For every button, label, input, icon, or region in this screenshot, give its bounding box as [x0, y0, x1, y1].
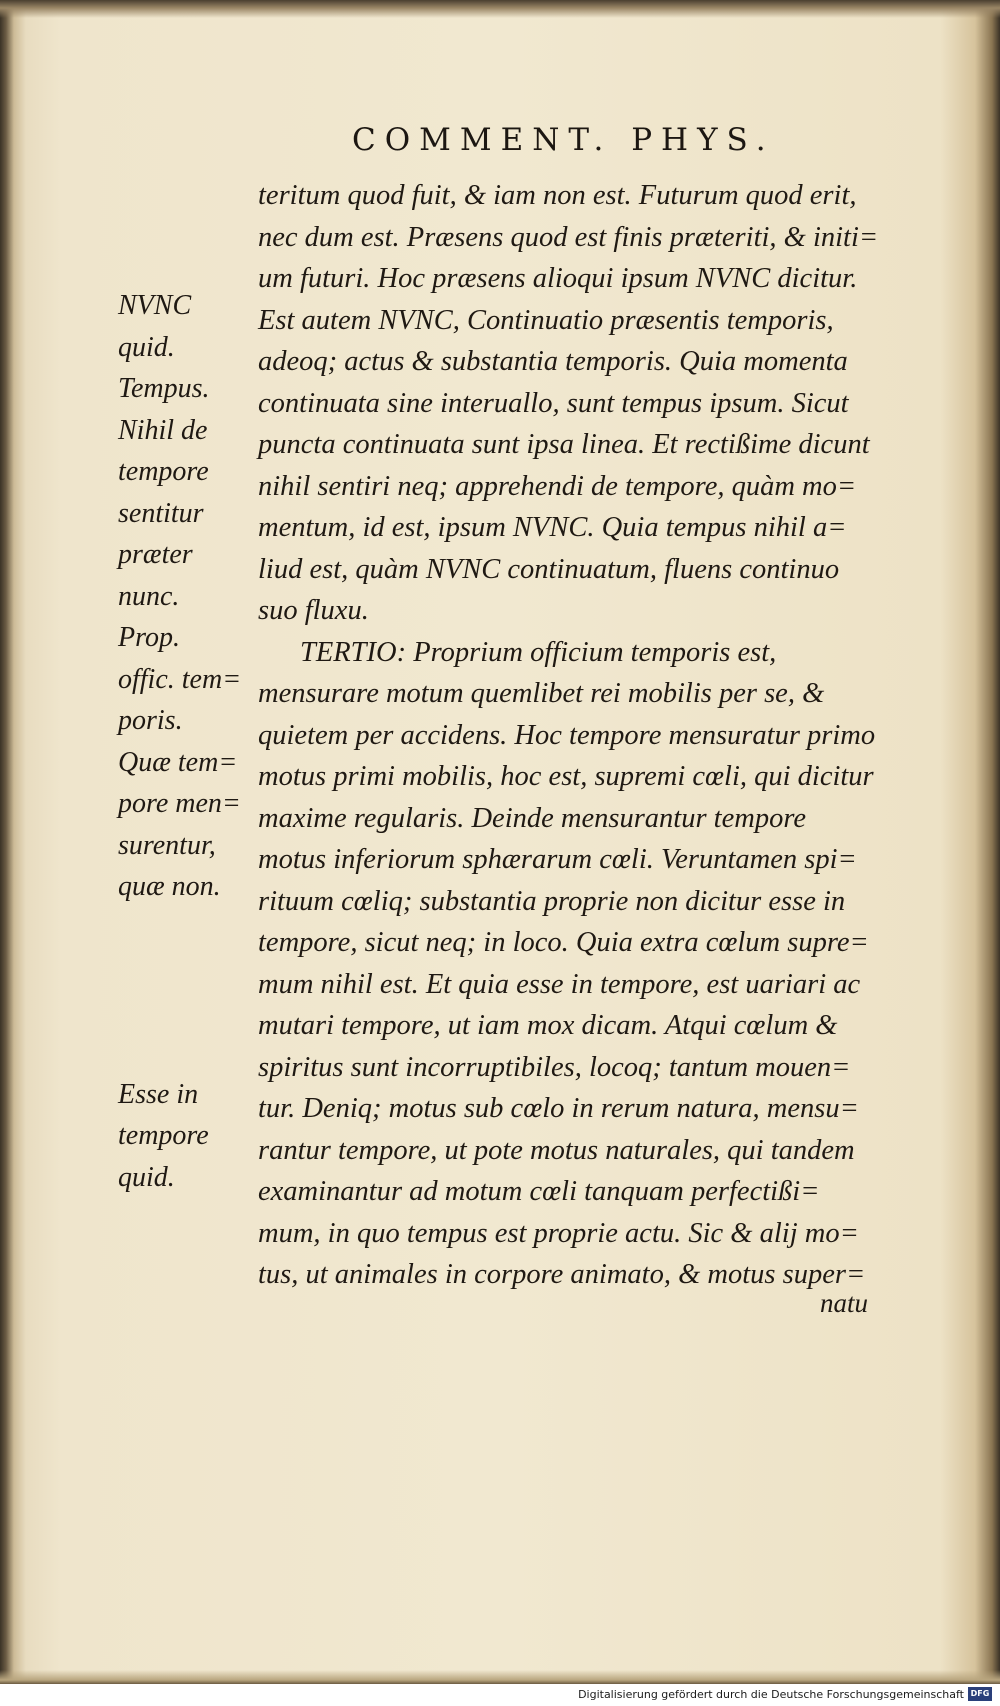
- margin-note: Prop.: [118, 622, 180, 653]
- margin-note: pore men=: [118, 788, 241, 819]
- text-line: um futuri. Hoc præsens alioqui ipsum NVNC dicitur.: [258, 263, 858, 294]
- text-line: liud est, quàm NVNC continuatum, fluens continuo: [258, 553, 840, 585]
- text-line: tempore, sicut neq; in loco. Quia extra cœlum supre=: [258, 927, 869, 958]
- margin-notes: [118, 285, 258, 1198]
- margin-note: offic. tem=: [118, 663, 242, 695]
- margin-note: Tempus.: [118, 373, 210, 404]
- running-head: COMMENT. PHYS.: [352, 122, 775, 158]
- footer-credit: Digitalisierung gefördert durch die Deutsche Forschungsgemeinschaft: [578, 1688, 964, 1701]
- text-line: tur. Deniq; motus sub cœlo in rerum natura, mensu=: [258, 1093, 859, 1124]
- text-line: continuata sine interuallo, sunt tempus ipsum. Sicut: [258, 387, 849, 419]
- margin-note: quid.: [118, 331, 175, 363]
- text-line: mentum, id est, ipsum NVNC. Quia tempus nihil a=: [258, 512, 847, 543]
- text-line: rituum cœliq; substantia proprie non dicitur esse in: [258, 885, 846, 917]
- text-line: maxime regularis. Deinde mensurantur tempore: [258, 802, 807, 834]
- main-text: [258, 175, 878, 1296]
- text-line: puncta continuata sunt ipsa linea. Et rectißime dicunt: [258, 429, 870, 460]
- margin-gap: [118, 908, 258, 1074]
- margin-note: quid.: [118, 1161, 175, 1193]
- text-line: adeoq; actus & substantia temporis. Quia momenta: [258, 346, 848, 377]
- margin-note: surentur,: [118, 829, 216, 861]
- text-line: nec dum est. Præsens quod est finis præteriti, & initi=: [258, 221, 879, 253]
- margin-note: Quæ tem=: [118, 746, 238, 778]
- page-bottom-edge: [0, 1670, 1000, 1684]
- text-line: quietem per accidens. Hoc tempore mensuratur primo: [258, 719, 876, 751]
- text-line: tus, ut animales in corpore animato, & motus super=: [258, 1259, 866, 1290]
- margin-note: Esse in: [118, 1078, 199, 1110]
- text-line: spiritus sunt incorruptibiles, locoq; tantum mouen=: [258, 1051, 851, 1083]
- text-line: TERTIO: Proprium officium temporis est,: [300, 636, 777, 668]
- text-line: mutari tempore, ut iam mox dicam. Atqui cœlum &: [258, 1010, 838, 1041]
- margin-note: Nihil de: [118, 414, 208, 446]
- text-line: motus inferiorum sphærarum cœli. Veruntamen spi=: [258, 844, 857, 875]
- text-line: nihil sentiri neq; apprehendi de tempore, quàm mo=: [258, 470, 857, 502]
- margin-note: nunc.: [118, 580, 180, 612]
- text-line: Est autem NVNC, Continuatio præsentis temporis,: [258, 304, 834, 336]
- text-line: examinantur ad motum cœli tanquam perfectißi=: [258, 1176, 820, 1207]
- margin-note: sentitur: [118, 497, 204, 529]
- text-line: mensurare motum quemlibet rei mobilis per se, &: [258, 678, 825, 709]
- text-line: motus primi mobilis, hoc est, supremi cœli, qui dicitur: [258, 761, 874, 792]
- margin-note: poris.: [118, 705, 183, 736]
- text-line: teritum quod fuit, & iam non est. Futurum quod erit,: [258, 180, 857, 211]
- text-line: mum nihil est. Et quia esse in tempore, est uariari ac: [258, 968, 861, 1000]
- text-line: mum, in quo tempus est proprie actu. Sic & alij mo=: [258, 1217, 859, 1249]
- page-top-edge: [0, 0, 1000, 18]
- margin-note: tempore: [118, 456, 209, 487]
- margin-note: tempore: [118, 1120, 209, 1151]
- text-line: suo fluxu.: [258, 595, 369, 626]
- margin-note: quæ non.: [118, 871, 221, 902]
- margin-note: NVNC: [118, 290, 192, 321]
- text-line: rantur tempore, ut pote motus naturales, qui tandem: [258, 1134, 855, 1166]
- margin-note: præter: [118, 539, 193, 570]
- catchword: natu: [820, 1288, 869, 1318]
- dfg-logo: DFG: [968, 1687, 992, 1701]
